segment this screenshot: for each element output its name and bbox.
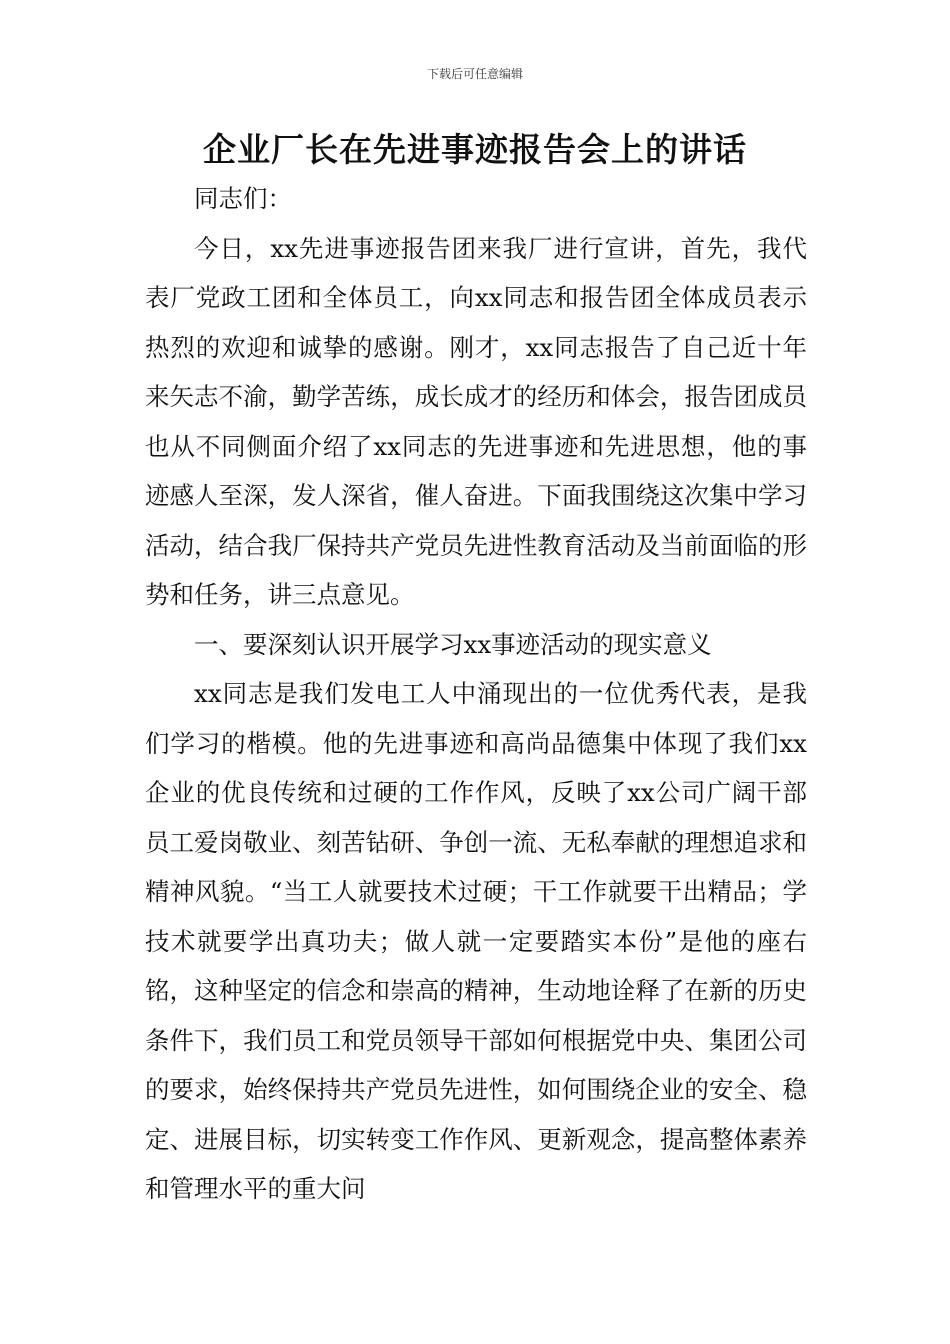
- document-body: [145, 174, 807, 1214]
- greeting: 同志们：: [194, 184, 292, 213]
- section-heading-1: 一、要深刻认识开展学习xx事迹活动的现实意义: [194, 629, 712, 659]
- page-title: 企业厂长在先进事迹报告会上的讲话: [203, 130, 747, 169]
- paragraph-section-1: xx同志是我们发电工人中涌现出的一位优秀代表，是我们学习的楷模。他的先进事迹和高尚品德集中体现了我们xx企业的优良传统和过硬的工作作风，反映了xx公司广阔干部员工爱岗敬业、刻苦钻研、争创一流、无私奉献的理想追求和精神风貌。“当工人就要技术过硬；干工作就要干出精品；学技术就要学出真功夫；做人就一定要踏实本份”是他的座右铭，这种坚定的信念和崇高的精神，生动地诠释了在新的历史条件下，我们员工和党员领导干部如何根据党中央、集团公司的要求，始终保持共产党员先进性，如何围绕企业的安全、稳定、进展目标，切实转变工作作风、更新观念，提高整体素养和管理水平的重大问: [145, 679, 807, 1203]
- header-note: 下载后可任意编辑: [426, 67, 523, 81]
- paragraph-intro: 今日，xx先进事迹报告团来我厂进行宣讲，首先，我代表厂党政工团和全体员工，向xx同志和报告团全体成员表示热烈的欢迎和诚挚的感谢。刚才，xx同志报告了自己近十年来矢志不渝，勤学苦练，成长成才的经历和体会，报告团成员也从不同侧面介绍了xx同志的先进事迹和先进思想，他的事迹感人至深，发人深省，催人奋进。下面我围绕这次集中学习活动，结合我厂保持共产党员先进性教育活动及当前面临的形势和任务，讲三点意见。: [145, 233, 807, 609]
